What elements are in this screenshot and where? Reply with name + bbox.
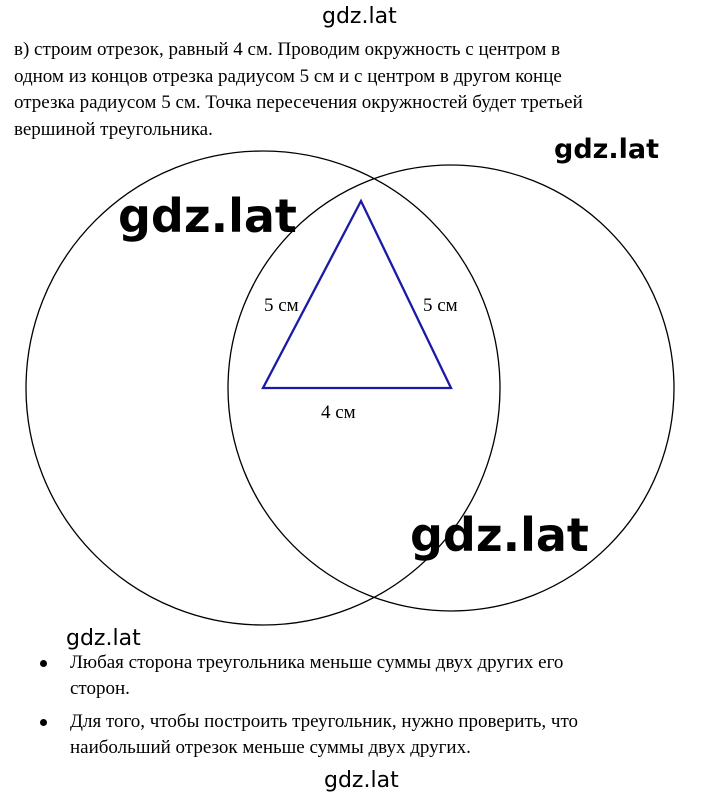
watermark-bottom: gdz.lat [324, 768, 399, 793]
bullet-list [0, 650, 720, 768]
label-base: 4 см [321, 402, 356, 423]
intro-line: в) строим отрезок, равный 4 см. Проводим окружность с центром в [14, 39, 561, 60]
intro-line: одном из концов отрезка радиусом 5 см и с центром в другом конце [14, 65, 562, 87]
intro-line: отрезка радиусом 5 см. Точка пересечения окружностей будет третьей [14, 92, 583, 113]
label-right-side: 5 см [423, 295, 458, 316]
bullet-line: сторон. [70, 678, 130, 699]
watermark-middle: gdz.lat [66, 626, 141, 651]
bullet-line: Для того, чтобы построить треугольник, нужно проверить, что [70, 711, 579, 732]
label-left-side: 5 см [264, 295, 299, 316]
bullet-dot [40, 660, 47, 667]
bullet-dot [40, 719, 47, 726]
watermark-right: gdz.lat [554, 134, 660, 165]
watermark-large-left: gdz.lat [118, 189, 297, 243]
intro-line: вершиной треугольника. [14, 118, 213, 140]
watermark-top: gdz.lat [322, 4, 397, 29]
bullet-line: Любая сторона треугольника меньше суммы двух других его [70, 652, 564, 673]
bullet-item [0, 709, 720, 761]
bullet-line: наибольший отрезок меньше суммы двух других. [70, 737, 471, 758]
watermark-large-right: gdz.lat [410, 508, 589, 562]
bullet-item [0, 650, 720, 702]
